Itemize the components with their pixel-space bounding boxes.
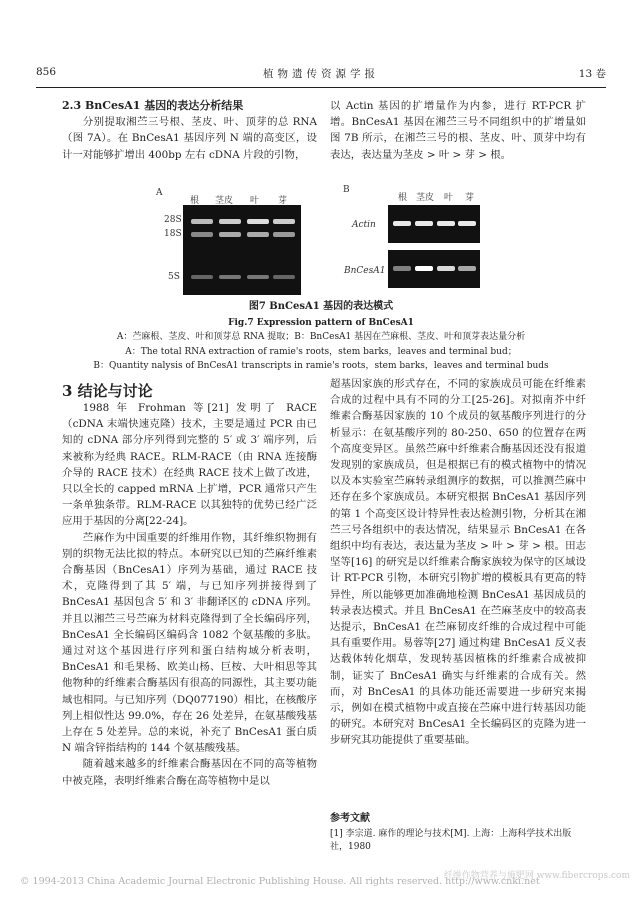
running-header	[36, 66, 606, 84]
panel-a-letter: A	[156, 188, 163, 198]
page-number: 856	[36, 66, 57, 78]
volume-label: 13 卷	[578, 68, 606, 80]
gel-band	[393, 266, 411, 271]
gel-actin	[388, 205, 480, 243]
lane-label: 根	[398, 193, 408, 203]
gel-panel-a	[183, 205, 301, 295]
journal-title: 植物遗传资源学报	[263, 68, 379, 80]
section-3-left-p2: 苎麻作为中国重要的纤维用作物，其纤维织物拥有别的织物无法比拟的特点。本研究以已知的苎麻纤维素合酶基因（BnCesA1）序列为基础，通过 RACE 技术，克隆得到了其 5′ 端，与已知序列拼接得到了 BnCesA1 基因包含 5′ 和 3′ 非翻译区的 cDNA 序列。并且以湘苎三号苎麻为材料克隆得到了全长编码序列，BnCesA1 全长编码区编码含 1082 个氨基酸的多肽。通过对这个基因进行序列和蛋白结构域分析表明，BnCesA1 和毛果杨、欧美山杨、巨桉、大叶相思等其他物种的纤维素合酶基因有很高的同源性，其主要功能域也相同。与已知序列（DQ077190）相比，在核酸序列上相似性达 99.0%，存在 26 处差异，在氨基酸残基上存在 5 处差异。总的来说，补充了 BnCesA1 蛋白质 N 端含锌指结构的 144 个氨基酸残基。	[62, 531, 317, 755]
section-3-right	[330, 376, 586, 749]
figure-note-a-en: A：The total RNA extraction of ramie's roots，stem barks，leaves and terminal bud；	[125, 347, 517, 357]
section-2-3-para-left: 分别提取湘苎三号根、茎皮、叶、顶芽的总 RNA（图 7A）。在 BnCesA1 基因序列 N 端的高变区，设计一对能够扩增出 400bp 左右 cDNA 片段的引物，	[62, 116, 317, 161]
header-rule	[36, 87, 606, 88]
section-3-right-p1: 超基因家族的形式存在，不同的家族成员可能在纤维素合成的过程中具有不同的分工[25-26]。对拟南芥中纤维素合酶基因家族的 10 个成员的氨基酸序列进行的分析显示：在氨基酸序列的 80-250、650 的位置存在两个高度变异区。虽然苎麻中纤维素合酶基因还没有报道发现别的家族成员，但是根据已有的模式植物中的情况以及本实验室苎麻转录组测序的数据，可以推测苎麻中还存在多个家族成员。本研究根据 BnCesA1 基因序列的第 1 个高变区设计特异性表达检测引物，分析其在湘苎三号各组织中的表达情况，结果显示 BnCesA1 在各组织中均有表达，表达量为茎皮 > 叶 > 芽 > 根。田志坚等[16] 的研究是以纤维素合酶家族较为保守的区域设计 RT-PCR 引物，本研究引物扩增的模板具有更高的特异性，所以能够更加准确地检测 BnCesA1 基因成员的转录表达模式。并且 BnCesA1 在苎麻茎皮中的较高表达提示，BnCesA1 在苎麻韧皮纤维的合成过程中可能具有重要作用。易蓉等[27] 通过构建 BnCesA1 反义表达载体转化烟草，发现转基因植株的纤维素合成被抑制，证实了 BnCesA1 确实与纤维素的合成有关。然而，对 BnCesA1 的具体功能还需要进一步研究来揭示，例如在模式植物中或直接在苎麻中进行转基因功能的研究。本研究对 BnCesA1 全长编码区的克隆为进一步研究其功能提供了重要基础。	[330, 378, 586, 747]
section-3-left-p1: 1988 年 Frohman 等[21] 发明了 RACE（cDNA 末端快速克隆）技术，主要是通过 PCR 由已知的 cDNA 部分序列得到完整的 5′ 或 3′ 端序列，后来被称为经典 RACE。RLM-RACE（由 RNA 连接酶介导的 RACE 技术）在经典 RACE 技术上做了改进，只以全长的 capped mRNA 上扩增，PCR 通常只产生一条单独条带。RLM-RACE 以其独特的优势已经广泛应用于基因的分离[22-24]。	[62, 402, 317, 528]
gel-band	[273, 232, 295, 237]
lane-label: 根	[190, 196, 200, 206]
gel-band	[247, 219, 269, 224]
reference-item: [1] 李宗道. 麻作的理论与技术[M]. 上海：上海科学技术出版社，1980	[330, 829, 572, 852]
section-2-3-left	[62, 98, 317, 163]
row-label-bncesa1: BnCesA1	[344, 266, 386, 276]
gel-band	[415, 266, 433, 271]
section-2-3-right	[330, 98, 586, 163]
figure-note-b-en: B：Quantity nalysis of BnCesA1 transcripts in ramie's roots，stem barks，leaves and terminal buds	[93, 361, 549, 371]
marker-label: 28S	[164, 215, 182, 225]
footer-copyright: © 1994-2013 China Academic Journal Electronic Publishing House. All rights reserved. http://www.cnki.net	[20, 876, 540, 887]
row-label-actin: Actin	[352, 220, 376, 230]
lane-label: 芽	[278, 196, 288, 206]
section-3-left-p3: 随着越来越多的纤维素合酶基因在不同的高等植物中被克隆，表明纤维素合酶在高等植物中是以	[62, 758, 317, 787]
gel-band	[219, 219, 241, 224]
marker-label: 18S	[164, 229, 182, 239]
gel-band	[273, 275, 295, 279]
lane-label: 茎皮	[416, 193, 435, 203]
marker-label: 5S	[168, 272, 180, 282]
gel-band	[393, 221, 411, 226]
gel-band	[219, 232, 241, 237]
references-heading: 参考文献	[330, 813, 370, 824]
gel-band	[219, 275, 241, 279]
gel-band	[458, 221, 476, 226]
gel-band	[191, 275, 213, 279]
footer-watermark: 纤维作物营养与施肥网 www.fibercrops.com	[443, 871, 630, 881]
section-2-3-heading: 2.3 BnCesA1 基因的表达分析结果	[62, 99, 244, 112]
figure-title-cn: 图7 BnCesA1 基因的表达模式	[248, 301, 394, 312]
gel-band	[191, 219, 213, 224]
lane-label: 茎皮	[215, 196, 234, 206]
section-3-left	[62, 400, 317, 789]
section-3-heading: 3 结论与讨论	[62, 382, 153, 400]
panel-b-letter: B	[343, 185, 350, 195]
figure-title-en: Fig.7 Expression pattern of BnCesA1	[228, 318, 414, 328]
gel-band	[437, 221, 455, 226]
gel-band	[191, 232, 213, 237]
gel-band	[273, 219, 295, 224]
section-2-3-para-right: 以 Actin 基因的扩增量作为内参，进行 RT-PCR 扩增。BnCesA1 基因在湘苎三号不同组织中的扩增量如图 7B 所示，在湘苎三号的根、茎皮、叶、顶芽中均有表达，表达量为茎皮 > 叶 > 芽 > 根。	[330, 100, 586, 161]
gel-bncesa1	[388, 250, 480, 288]
gel-band	[247, 232, 269, 237]
gel-band	[458, 266, 476, 271]
gel-band	[415, 221, 433, 226]
gel-band	[247, 275, 269, 279]
lane-label: 叶	[250, 196, 260, 206]
lane-label: 叶	[444, 193, 454, 203]
gel-band	[437, 266, 455, 271]
lane-label: 芽	[465, 193, 475, 203]
figure-note-cn: A：苎麻根、茎皮、叶和顶芽总 RNA 提取；B：BnCesA1 基因在苎麻根、茎皮、叶和顶芽表达量分析	[116, 332, 526, 342]
